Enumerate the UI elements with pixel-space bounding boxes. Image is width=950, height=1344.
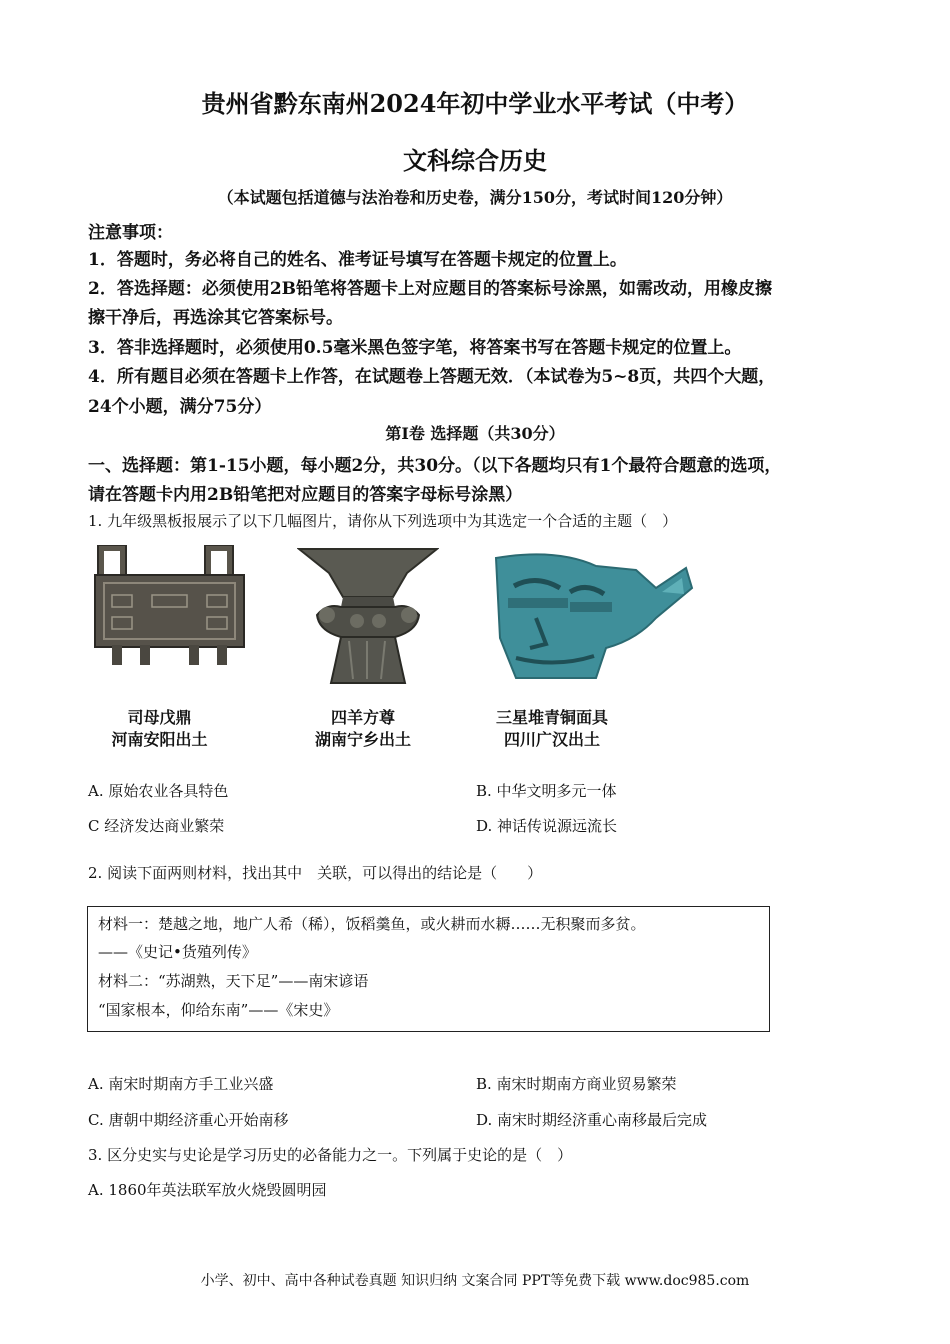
q2-material-line: “国家根本，仰给东南”——《宋史》 bbox=[98, 1001, 339, 1019]
q2-option-c[interactable]: C. 唐朝中期经济重心开始南移 bbox=[88, 1111, 289, 1129]
exam-info: （本试题包括道德与法治卷和历史卷，满分150分，考试时间120分钟） bbox=[217, 188, 733, 207]
ding-caption-name: 司母戊鼎 bbox=[127, 708, 192, 727]
q1-option-d[interactable]: D. 神话传说源远流长 bbox=[476, 817, 618, 835]
exam-title: 贵州省黔东南州2024年初中学业水平考试（中考） bbox=[201, 89, 749, 118]
q2-option-d[interactable]: D. 南宋时期经济重心南移最后完成 bbox=[476, 1111, 708, 1129]
mask-caption-place: 四川广汉出土 bbox=[503, 730, 600, 749]
note-item: 2．答选择题：必须使用2B铅笔将答题卡上对应题目的答案标号涂黑，如需改动，用橡皮擦 bbox=[88, 279, 773, 299]
note-item: 24个小题，满分75分） bbox=[88, 397, 272, 417]
q1-option-c[interactable]: C 经济发达商业繁荣 bbox=[88, 817, 225, 835]
q3-stem: 3. 区分史实与史论是学习历史的必备能力之一。下列属于史论的是（ ） bbox=[88, 1146, 573, 1164]
q2-material-box bbox=[87, 906, 770, 1032]
ding-caption-place: 河南安阳出土 bbox=[111, 730, 208, 749]
q2-material-line: 材料一：楚越之地，地广人希（稀），饭稻羹鱼，或火耕而水耨……无积聚而多贫。 bbox=[98, 915, 646, 933]
zun-caption bbox=[297, 707, 429, 751]
notes-heading: 注意事项： bbox=[88, 223, 173, 243]
mask-caption-name: 三星堆青铜面具 bbox=[495, 708, 608, 727]
bronze-zun-image bbox=[297, 545, 439, 685]
ding-caption bbox=[92, 707, 227, 751]
note-item: 1．答题时，务必将自己的姓名、准考证号填写在答题卡规定的位置上。 bbox=[88, 250, 627, 270]
q1-stem: 1. 九年级黑板报展示了以下几幅图片，请你从下列选项中为其选定一个合适的主题（ ） bbox=[88, 512, 678, 530]
note-item: 3．答非选择题时，必须使用0.5毫米黑色签字笔，将答案书写在答题卡规定的位置上。 bbox=[88, 338, 742, 358]
note-item: 4．所有题目必须在答题卡上作答，在试题卷上答题无效．（本试卷为5~8页，共四个大题， bbox=[88, 367, 776, 387]
q2-option-b[interactable]: B. 南宋时期南方商业贸易繁荣 bbox=[476, 1075, 677, 1093]
exam-subject: 文科综合历史 bbox=[403, 146, 547, 175]
q2-material-line: 材料二：“苏湖熟，天下足”——南宋谚语 bbox=[98, 972, 369, 990]
note-item: 擦干净后，再选涂其它答案标号。 bbox=[88, 308, 343, 328]
section-title: 第Ⅰ卷 选择题（共30分） bbox=[385, 424, 565, 443]
q2-stem: 2. 阅读下面两则材料，找出其中 关联，可以得出的结论是（ ） bbox=[88, 864, 543, 882]
zun-caption-place: 湖南宁乡出土 bbox=[314, 730, 411, 749]
q3-option-a[interactable]: A. 1860年英法联军放火烧毁圆明园 bbox=[88, 1181, 327, 1199]
zun-caption-name: 四羊方尊 bbox=[330, 708, 395, 727]
section-instruction: 请在答题卡内用2B铅笔把对应题目的答案字母标号涂黑） bbox=[88, 485, 523, 505]
page-footer: 小学、初中、高中各种试卷真题 知识归纳 文案合同 PPT等免费下载 www.doc985.com bbox=[200, 1273, 750, 1289]
q1-option-b[interactable]: B. 中华文明多元一体 bbox=[476, 782, 617, 800]
mask-caption bbox=[486, 707, 618, 751]
q2-material-line: ——《史记•货殖列传》 bbox=[98, 943, 257, 961]
q2-option-a[interactable]: A. 南宋时期南方手工业兴盛 bbox=[88, 1075, 274, 1093]
section-instruction: 一、选择题：第1-15小题，每小题2分，共30分。（以下各题均只有1个最符合题意的选项， bbox=[88, 456, 782, 476]
bronze-ding-image bbox=[92, 545, 247, 665]
bronze-mask-image bbox=[486, 548, 694, 688]
q1-option-a[interactable]: A. 原始农业各具特色 bbox=[88, 782, 229, 800]
